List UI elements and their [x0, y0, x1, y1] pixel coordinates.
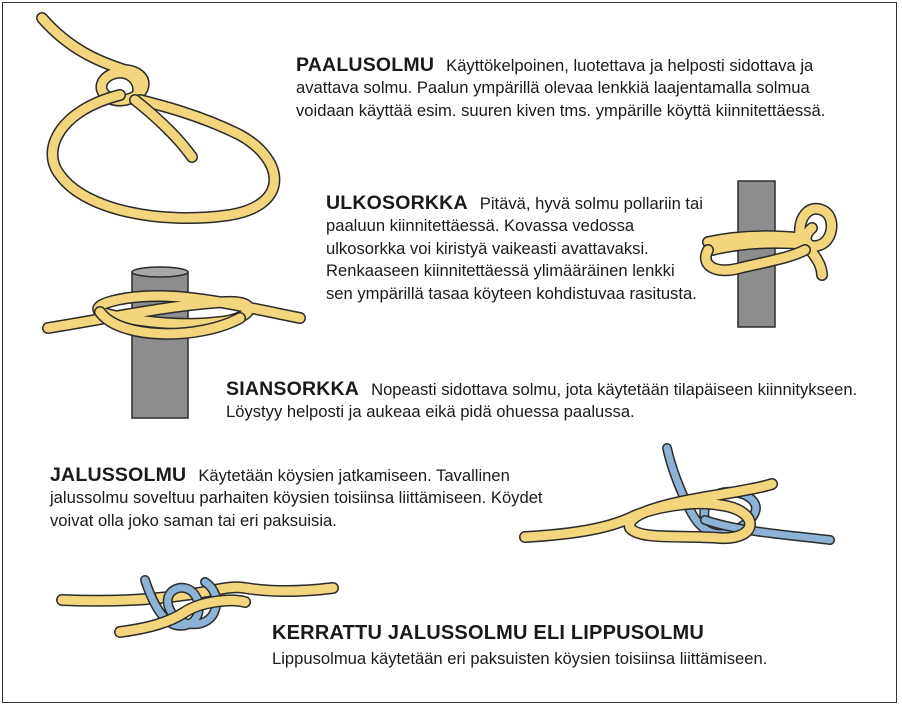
- knot-lippusolmu: [272, 622, 882, 671]
- knot-description: Käyttökelpoinen, luotettava ja helposti sidottava ja avattava solmu. Paalun ympärillä olevaa lenkkiä laajentamalla solmua voidaan käyttää esim. suuren kiven tms. ympärille köyttä kiinnitettäessä.: [296, 56, 826, 120]
- knot-description: Käytetään köysien jatkamiseen. Tavallinen jalussolmu soveltuu parhaiten köysien toisiinsa liittämiseen. Köydet voivat olla joko saman tai eri paksuisia.: [50, 466, 543, 530]
- knot-jalussolmu: [50, 464, 588, 532]
- knot-title: KERRATTU JALUSSOLMU ELI LIPPUSOLMU: [272, 622, 704, 644]
- round-turn-illustration: [706, 181, 832, 327]
- knot-title: JALUSSOLMU: [50, 464, 187, 486]
- knot-description: Nopeasti sidottava solmu, jota käytetään tilapäiseen kiinnitykseen. Löystyy helposti ja aukeaa eikä pidä ohuessa paalussa.: [226, 380, 858, 422]
- knot-title: SIANSORKKA: [226, 378, 360, 400]
- knot-description: Lippusolmua käytetään eri paksuisten köysien toisiinsa liittämiseen.: [272, 649, 768, 669]
- knot-ulkosorkka: [326, 192, 704, 305]
- knot-siansorkka: [226, 378, 866, 424]
- knot-description: Pitävä, hyvä solmu pollariin tai paaluun kiinnitettäessä. Kovassa vedossa ulkosorkka voi kiristyä vaikeasti avattavaksi. Renkaaseen kiinnitettäessä ylimääräinen lenkki sen ympärillä tasaa köyteen kohdistuvaa rasitusta.: [326, 194, 703, 303]
- knot-paalusolmu: [296, 54, 868, 122]
- bowline-illustration: [42, 18, 274, 218]
- knot-title: PAALUSOLMU: [296, 54, 435, 76]
- knot-title: ULKOSORKKA: [326, 192, 468, 214]
